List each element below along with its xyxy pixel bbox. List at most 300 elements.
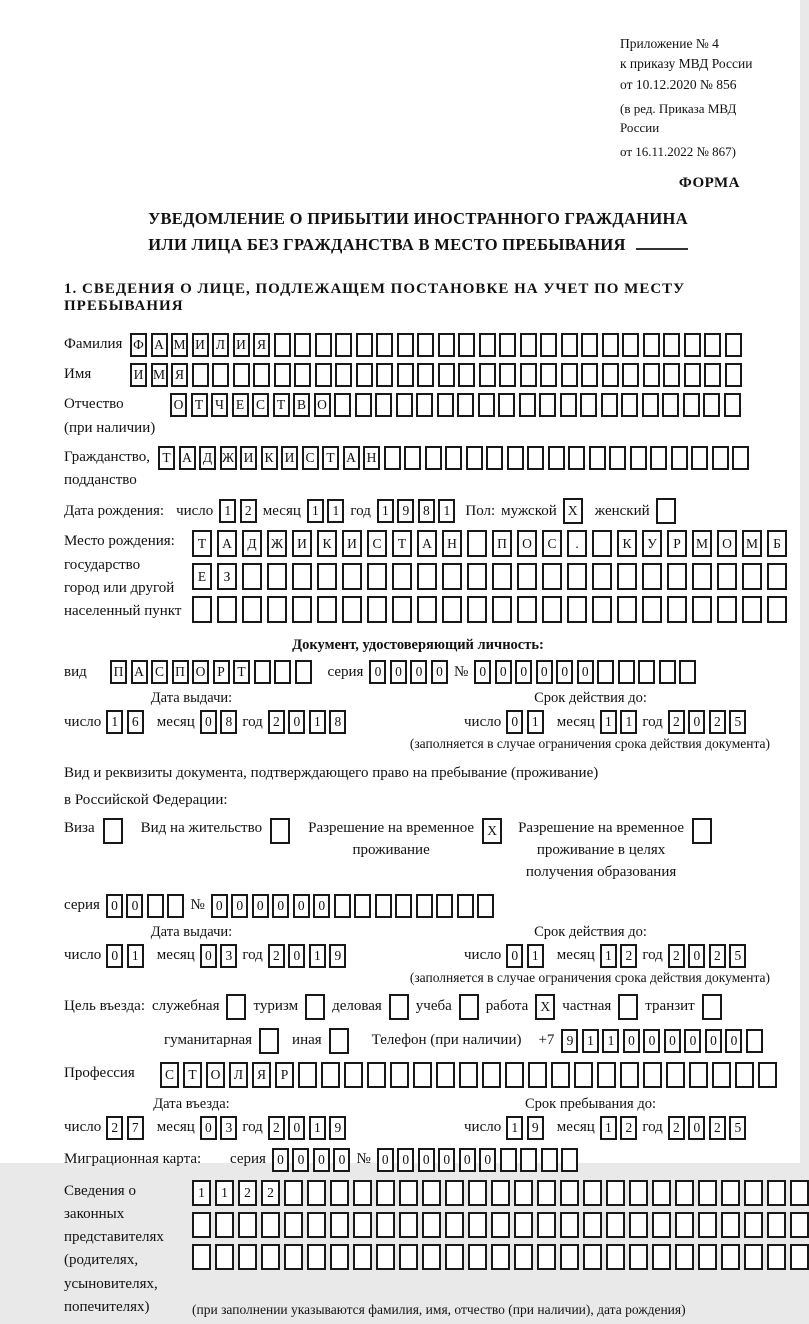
representatives-line3-cell[interactable] [261,1244,280,1270]
stay-year-cell[interactable]: 2 [668,1116,685,1140]
representatives-line3-cell[interactable] [399,1244,418,1270]
representatives-line3-cell[interactable] [744,1244,763,1270]
surname-field-cell[interactable]: М [171,333,188,357]
identity-valid-year-cell[interactable]: 2 [709,710,726,734]
representatives-line2-cell[interactable] [698,1212,717,1238]
birth-day-field-cell[interactable]: 2 [240,499,257,523]
patronymic-field-cell[interactable] [498,393,515,417]
birthplace-line2-cell[interactable] [717,563,737,590]
representatives-line2-cell[interactable] [445,1212,464,1238]
representatives-line3-cell[interactable] [307,1244,326,1270]
representatives-line1-cell[interactable] [445,1180,464,1206]
representatives-line1-cell[interactable]: 2 [238,1180,257,1206]
entry-month-cell[interactable]: 0 [200,1116,217,1140]
firstname-field-cell[interactable] [212,363,229,387]
representatives-line2-cell[interactable] [238,1212,257,1238]
patronymic-field-cell[interactable] [662,393,679,417]
representatives-line2-cell[interactable] [330,1212,349,1238]
representatives-line2-cell[interactable] [537,1212,556,1238]
entry-year-cell[interactable]: 2 [268,1116,285,1140]
birth-day-field-cell[interactable]: 1 [219,499,236,523]
residence-valid-year-cell[interactable]: 2 [668,944,685,968]
representatives-line2-cell[interactable] [422,1212,441,1238]
doc-kind-field-cell[interactable]: Т [233,660,250,684]
birthplace-line1-cell[interactable]: Ж [267,530,287,557]
stay-year-cell[interactable]: 0 [688,1116,705,1140]
purpose-other-checkbox-cell[interactable] [329,1028,349,1054]
representatives-line3-cell[interactable] [537,1244,556,1270]
firstname-field-cell[interactable] [602,363,619,387]
patronymic-field-cell[interactable]: О [314,393,331,417]
birthplace-line1-cell[interactable]: И [342,530,362,557]
representatives-line1-cell[interactable] [744,1180,763,1206]
doc-kind-field-cell[interactable] [295,660,312,684]
residence-number-field-cell[interactable]: 0 [252,894,269,918]
residence-number-field-cell[interactable]: 0 [293,894,310,918]
birthplace-line2-cell[interactable] [517,563,537,590]
representatives-line3-cell[interactable] [514,1244,533,1270]
representatives-line2-cell[interactable] [284,1212,303,1238]
representatives-line2-cell[interactable] [583,1212,602,1238]
surname-field-cell[interactable] [499,333,516,357]
profession-field-cell[interactable] [505,1062,524,1088]
birthplace-line1-cell[interactable]: Т [392,530,412,557]
patronymic-field-cell[interactable] [601,393,618,417]
identity-issued-year-cell[interactable]: 8 [329,710,346,734]
migration-number-field-cell[interactable]: 0 [377,1148,394,1172]
birthplace-line2-cell[interactable] [392,563,412,590]
patronymic-field-cell[interactable] [375,393,392,417]
birthplace-line3-cell[interactable] [217,596,237,623]
citizenship-field-cell[interactable] [609,446,626,470]
profession-field-cell[interactable] [597,1062,616,1088]
citizenship-field-cell[interactable] [466,446,483,470]
representatives-line2-cell[interactable] [376,1212,395,1238]
purpose-study-checkbox-cell[interactable] [459,994,479,1020]
residence-series-field-cell[interactable]: 0 [126,894,143,918]
entry-year-cell[interactable]: 0 [288,1116,305,1140]
firstname-field-cell[interactable] [581,363,598,387]
purpose-tourism-checkbox-cell[interactable] [305,994,325,1020]
migration-number-field-cell[interactable] [500,1148,517,1172]
identity-valid-year-cell[interactable]: 0 [688,710,705,734]
patronymic-field-cell[interactable] [437,393,454,417]
purpose-transit-checkbox-cell[interactable] [702,994,722,1020]
residence-issued-year-cell[interactable]: 1 [309,944,326,968]
residence-valid-month-cell[interactable]: 1 [600,944,617,968]
firstname-field-cell[interactable] [335,363,352,387]
identity-issued-year-cell[interactable]: 0 [288,710,305,734]
representatives-line2-cell[interactable] [468,1212,487,1238]
residence-valid-year-cell[interactable]: 5 [729,944,746,968]
residence-valid-year-cell[interactable]: 2 [709,944,726,968]
firstname-field-cell[interactable] [725,363,742,387]
residence-issued-month-cell[interactable]: 0 [200,944,217,968]
stay-month-cell[interactable]: 1 [600,1116,617,1140]
representatives-line1-cell[interactable] [307,1180,326,1206]
patronymic-field-cell[interactable]: В [293,393,310,417]
surname-field-cell[interactable] [458,333,475,357]
identity-valid-month-cell[interactable]: 1 [600,710,617,734]
stay-day-cell[interactable]: 9 [527,1116,544,1140]
gender-female-checkbox-cell[interactable] [656,498,676,524]
representatives-line1-cell[interactable] [675,1180,694,1206]
entry-day-cell[interactable]: 7 [127,1116,144,1140]
representatives-line3-cell[interactable] [629,1244,648,1270]
profession-field-cell[interactable]: О [206,1062,225,1088]
birth-year-field-cell[interactable]: 9 [397,499,414,523]
doc-number-field-cell[interactable] [638,660,655,684]
stay-day-cell[interactable]: 1 [506,1116,523,1140]
entry-month-cell[interactable]: 3 [220,1116,237,1140]
residence-issued-day-cell[interactable]: 0 [106,944,123,968]
profession-field-cell[interactable]: Р [275,1062,294,1088]
patronymic-field-cell[interactable]: Ч [211,393,228,417]
surname-field-cell[interactable] [540,333,557,357]
representatives-line3-cell[interactable] [652,1244,671,1270]
firstname-field-cell[interactable] [315,363,332,387]
birthplace-line2-cell[interactable] [642,563,662,590]
doc-kind-field-cell[interactable]: П [110,660,127,684]
patronymic-field-cell[interactable] [519,393,536,417]
profession-field-cell[interactable] [758,1062,777,1088]
citizenship-field-cell[interactable] [589,446,606,470]
surname-field-cell[interactable] [602,333,619,357]
birthplace-line2-cell[interactable]: З [217,563,237,590]
birthplace-line2-cell[interactable] [692,563,712,590]
profession-field-cell[interactable] [298,1062,317,1088]
representatives-line2-cell[interactable] [192,1212,211,1238]
firstname-field-cell[interactable] [479,363,496,387]
profession-field-cell[interactable] [551,1062,570,1088]
migration-number-field-cell[interactable]: 0 [479,1148,496,1172]
identity-valid-year-cell[interactable]: 2 [668,710,685,734]
doc-kind-field-cell[interactable]: О [192,660,209,684]
patronymic-field-cell[interactable] [703,393,720,417]
citizenship-field-cell[interactable]: С [302,446,319,470]
birthplace-line1-cell[interactable]: Т [192,530,212,557]
surname-field-cell[interactable]: А [151,333,168,357]
representatives-line2-cell[interactable] [353,1212,372,1238]
representatives-line3-cell[interactable] [491,1244,510,1270]
representatives-line1-cell[interactable]: 1 [215,1180,234,1206]
firstname-field-cell[interactable] [643,363,660,387]
firstname-field-cell[interactable] [499,363,516,387]
representatives-line1-cell[interactable] [491,1180,510,1206]
patronymic-field-cell[interactable] [560,393,577,417]
birthplace-line3-cell[interactable] [342,596,362,623]
patronymic-field-cell[interactable] [683,393,700,417]
doc-kind-field-cell[interactable]: А [131,660,148,684]
birthplace-line2-cell[interactable] [667,563,687,590]
patronymic-field-cell[interactable] [580,393,597,417]
doc-number-field-cell[interactable]: 0 [474,660,491,684]
birthplace-line3-cell[interactable] [467,596,487,623]
representatives-line3-cell[interactable] [560,1244,579,1270]
representatives-line1-cell[interactable]: 1 [192,1180,211,1206]
firstname-field-cell[interactable] [417,363,434,387]
residence-number-field-cell[interactable]: 0 [313,894,330,918]
profession-field-cell[interactable] [735,1062,754,1088]
citizenship-field-cell[interactable]: Д [199,446,216,470]
surname-field-cell[interactable]: Я [253,333,270,357]
representatives-line2-cell[interactable] [675,1212,694,1238]
residence-number-field-cell[interactable] [334,894,351,918]
birth-year-field-cell[interactable]: 1 [438,499,455,523]
representatives-line1-cell[interactable] [698,1180,717,1206]
residence-valid-month-cell[interactable]: 2 [620,944,637,968]
residence-valid-year-cell[interactable]: 0 [688,944,705,968]
representatives-line3-cell[interactable] [330,1244,349,1270]
representatives-line1-cell[interactable]: 2 [261,1180,280,1206]
profession-field-cell[interactable] [620,1062,639,1088]
surname-field-cell[interactable]: Л [212,333,229,357]
doc-series-field-cell[interactable]: 0 [431,660,448,684]
representatives-line3-cell[interactable] [353,1244,372,1270]
surname-field-cell[interactable]: И [192,333,209,357]
surname-field-cell[interactable]: И [233,333,250,357]
representatives-line1-cell[interactable] [652,1180,671,1206]
residence-valid-day-cell[interactable]: 1 [527,944,544,968]
profession-field-cell[interactable] [367,1062,386,1088]
representatives-line2-cell[interactable] [744,1212,763,1238]
migration-number-field-cell[interactable]: 0 [438,1148,455,1172]
citizenship-field-cell[interactable] [445,446,462,470]
phone-field-cell[interactable]: 0 [684,1029,701,1053]
representatives-line1-cell[interactable] [514,1180,533,1206]
identity-valid-month-cell[interactable]: 1 [620,710,637,734]
birthplace-line2-cell[interactable] [242,563,262,590]
representatives-line2-cell[interactable] [606,1212,625,1238]
phone-field-cell[interactable]: 1 [602,1029,619,1053]
entry-day-cell[interactable]: 2 [106,1116,123,1140]
profession-field-cell[interactable] [689,1062,708,1088]
visa-checkbox-cell[interactable] [103,818,123,844]
representatives-line2-cell[interactable] [629,1212,648,1238]
representatives-line3-cell[interactable] [721,1244,740,1270]
profession-field-cell[interactable] [712,1062,731,1088]
citizenship-field-cell[interactable] [486,446,503,470]
migration-series-field-cell[interactable]: 0 [313,1148,330,1172]
profession-field-cell[interactable] [666,1062,685,1088]
identity-issued-day-cell[interactable]: 6 [127,710,144,734]
firstname-field-cell[interactable] [253,363,270,387]
firstname-field-cell[interactable]: И [130,363,147,387]
migration-series-field-cell[interactable]: 0 [333,1148,350,1172]
birthplace-line1-cell[interactable]: О [717,530,737,557]
birthplace-line3-cell[interactable] [417,596,437,623]
phone-field-cell[interactable] [746,1029,763,1053]
patronymic-field-cell[interactable] [416,393,433,417]
residence-number-field-cell[interactable] [457,894,474,918]
identity-issued-month-cell[interactable]: 0 [200,710,217,734]
citizenship-field-cell[interactable]: Н [363,446,380,470]
surname-field-cell[interactable] [294,333,311,357]
residence-number-field-cell[interactable] [477,894,494,918]
residence-number-field-cell[interactable] [354,894,371,918]
doc-kind-field-cell[interactable]: С [151,660,168,684]
purpose-humanitarian-checkbox-cell[interactable] [259,1028,279,1054]
birthplace-line1-cell[interactable] [592,530,612,557]
birthplace-line1-cell[interactable]: . [567,530,587,557]
citizenship-field-cell[interactable] [712,446,729,470]
representatives-line1-cell[interactable] [560,1180,579,1206]
purpose-business-checkbox-cell[interactable] [389,994,409,1020]
birthplace-line2-cell[interactable] [592,563,612,590]
birthplace-line2-cell[interactable] [417,563,437,590]
birthplace-line3-cell[interactable] [542,596,562,623]
birth-month-field-cell[interactable]: 1 [327,499,344,523]
birthplace-line2-cell[interactable] [267,563,287,590]
representatives-line2-cell[interactable] [790,1212,809,1238]
representatives-line1-cell[interactable] [376,1180,395,1206]
birthplace-line1-cell[interactable]: К [617,530,637,557]
firstname-field-cell[interactable] [704,363,721,387]
patronymic-field-cell[interactable] [621,393,638,417]
profession-field-cell[interactable] [482,1062,501,1088]
citizenship-field-cell[interactable] [548,446,565,470]
surname-field-cell[interactable] [417,333,434,357]
doc-number-field-cell[interactable] [659,660,676,684]
entry-year-cell[interactable]: 9 [329,1116,346,1140]
doc-number-field-cell[interactable]: 0 [577,660,594,684]
birthplace-line3-cell[interactable] [392,596,412,623]
purpose-official-checkbox-cell[interactable] [226,994,246,1020]
patronymic-field-cell[interactable]: О [170,393,187,417]
surname-field-cell[interactable] [561,333,578,357]
residence-issued-year-cell[interactable]: 9 [329,944,346,968]
citizenship-field-cell[interactable] [425,446,442,470]
firstname-field-cell[interactable] [684,363,701,387]
phone-field-cell[interactable]: 0 [725,1029,742,1053]
profession-field-cell[interactable]: Л [229,1062,248,1088]
doc-kind-field-cell[interactable] [254,660,271,684]
birth-year-field-cell[interactable]: 8 [418,499,435,523]
migration-number-field-cell[interactable] [541,1148,558,1172]
representatives-line1-cell[interactable] [629,1180,648,1206]
birthplace-line2-cell[interactable] [317,563,337,590]
representatives-line3-cell[interactable] [215,1244,234,1270]
birthplace-line3-cell[interactable] [192,596,212,623]
doc-series-field-cell[interactable]: 0 [410,660,427,684]
firstname-field-cell[interactable] [397,363,414,387]
doc-number-field-cell[interactable]: 0 [495,660,512,684]
representatives-line1-cell[interactable] [721,1180,740,1206]
firstname-field-cell[interactable]: Я [171,363,188,387]
citizenship-field-cell[interactable] [671,446,688,470]
birthplace-line1-cell[interactable]: С [367,530,387,557]
residence-number-field-cell[interactable] [416,894,433,918]
representatives-line3-cell[interactable] [192,1244,211,1270]
identity-valid-day-cell[interactable]: 1 [527,710,544,734]
firstname-field-cell[interactable] [663,363,680,387]
birthplace-line2-cell[interactable] [367,563,387,590]
representatives-line1-cell[interactable] [330,1180,349,1206]
citizenship-field-cell[interactable]: А [179,446,196,470]
citizenship-field-cell[interactable] [384,446,401,470]
representatives-line1-cell[interactable] [790,1180,809,1206]
birthplace-line2-cell[interactable] [542,563,562,590]
phone-field-cell[interactable]: 0 [705,1029,722,1053]
patronymic-field-cell[interactable]: Е [232,393,249,417]
birthplace-line3-cell[interactable] [317,596,337,623]
migration-number-field-cell[interactable] [561,1148,578,1172]
birthplace-line2-cell[interactable] [467,563,487,590]
citizenship-field-cell[interactable]: Т [322,446,339,470]
birthplace-line3-cell[interactable] [767,596,787,623]
surname-field-cell[interactable] [663,333,680,357]
firstname-field-cell[interactable] [192,363,209,387]
profession-field-cell[interactable] [574,1062,593,1088]
birthplace-line3-cell[interactable] [642,596,662,623]
citizenship-field-cell[interactable] [404,446,421,470]
migration-number-field-cell[interactable]: 0 [397,1148,414,1172]
profession-field-cell[interactable] [528,1062,547,1088]
birthplace-line3-cell[interactable] [242,596,262,623]
profession-field-cell[interactable] [459,1062,478,1088]
identity-issued-month-cell[interactable]: 8 [220,710,237,734]
birthplace-line1-cell[interactable]: С [542,530,562,557]
representatives-line3-cell[interactable] [422,1244,441,1270]
surname-field-cell[interactable] [274,333,291,357]
identity-issued-day-cell[interactable]: 1 [106,710,123,734]
firstname-field-cell[interactable] [274,363,291,387]
phone-field-cell[interactable]: 0 [623,1029,640,1053]
representatives-line3-cell[interactable] [238,1244,257,1270]
representatives-line1-cell[interactable] [583,1180,602,1206]
citizenship-field-cell[interactable] [732,446,749,470]
residence-number-field-cell[interactable]: 0 [231,894,248,918]
birthplace-line2-cell[interactable] [567,563,587,590]
birthplace-line3-cell[interactable] [567,596,587,623]
representatives-line2-cell[interactable] [491,1212,510,1238]
surname-field-cell[interactable] [479,333,496,357]
profession-field-cell[interactable] [321,1062,340,1088]
phone-field-cell[interactable]: 9 [561,1029,578,1053]
birthplace-line3-cell[interactable] [592,596,612,623]
representatives-line1-cell[interactable] [399,1180,418,1206]
patronymic-field-cell[interactable] [355,393,372,417]
firstname-field-cell[interactable] [438,363,455,387]
residence-number-field-cell[interactable] [436,894,453,918]
representatives-line2-cell[interactable] [514,1212,533,1238]
birthplace-line1-cell[interactable]: Б [767,530,787,557]
representatives-line3-cell[interactable] [675,1244,694,1270]
citizenship-field-cell[interactable] [568,446,585,470]
birthplace-line2-cell[interactable] [292,563,312,590]
citizenship-field-cell[interactable]: А [343,446,360,470]
birthplace-line2-cell[interactable] [617,563,637,590]
profession-field-cell[interactable] [436,1062,455,1088]
doc-number-field-cell[interactable] [618,660,635,684]
firstname-field-cell[interactable] [622,363,639,387]
identity-valid-year-cell[interactable]: 5 [729,710,746,734]
patronymic-field-cell[interactable] [724,393,741,417]
doc-number-field-cell[interactable] [597,660,614,684]
patronymic-field-cell[interactable]: С [252,393,269,417]
birthplace-line1-cell[interactable]: Д [242,530,262,557]
migration-series-field-cell[interactable]: 0 [292,1148,309,1172]
birthplace-line1-cell[interactable]: М [742,530,762,557]
identity-issued-year-cell[interactable]: 1 [309,710,326,734]
residence-permit-checkbox-cell[interactable] [270,818,290,844]
temporary-residence-education-checkbox-cell[interactable] [692,818,712,844]
representatives-line2-cell[interactable] [721,1212,740,1238]
patronymic-field-cell[interactable] [642,393,659,417]
doc-number-field-cell[interactable] [679,660,696,684]
birthplace-line3-cell[interactable] [367,596,387,623]
firstname-field-cell[interactable] [458,363,475,387]
